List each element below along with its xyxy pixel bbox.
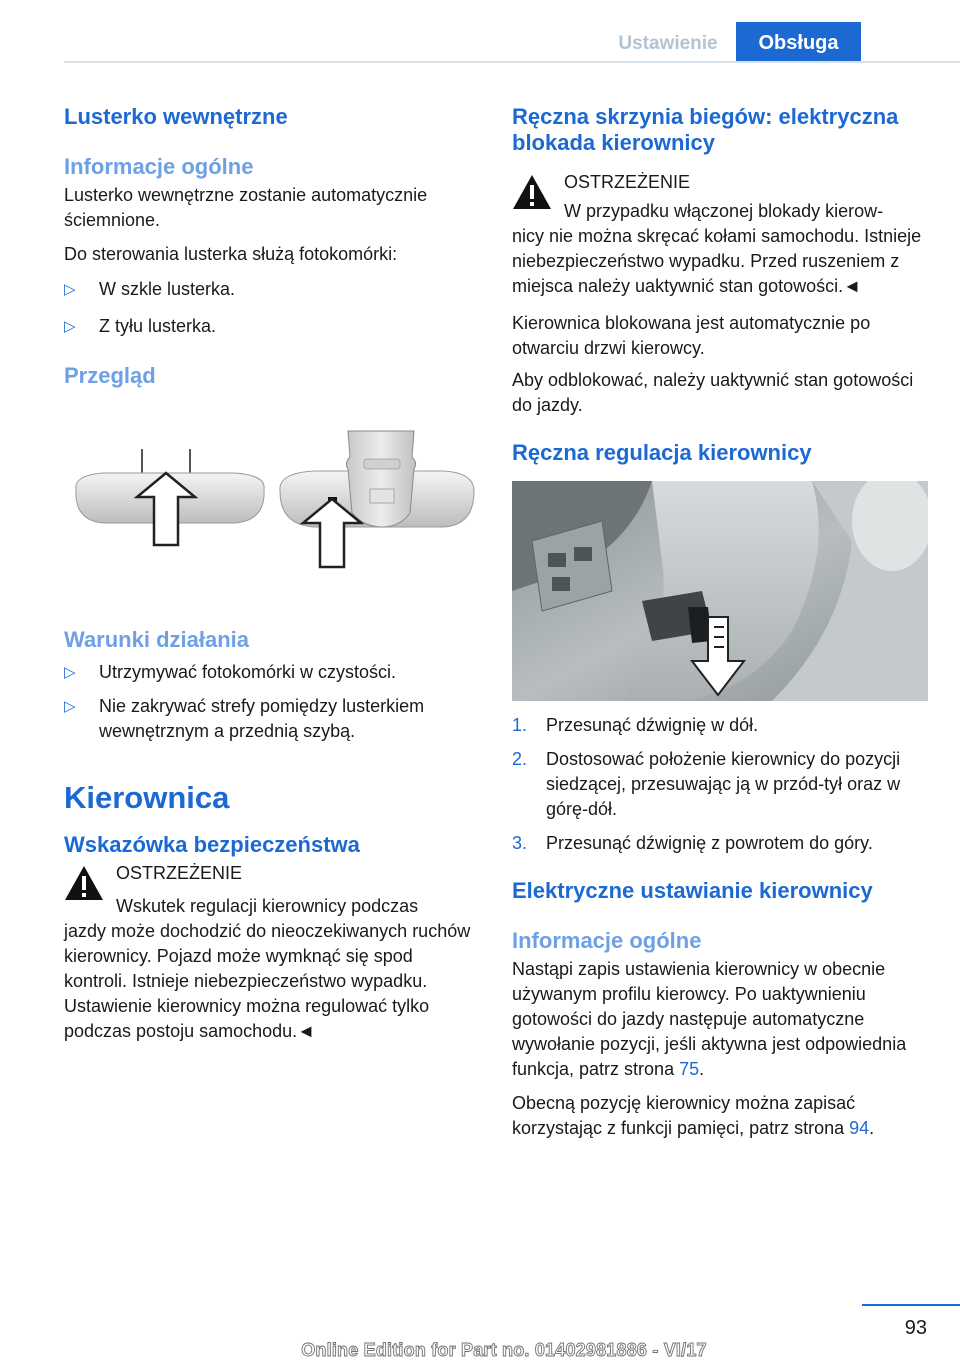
paragraph-unlock: Aby odblokować, należy uaktywnić stan gotowości do jazdy.: [512, 370, 914, 415]
footer-rule: [862, 1304, 960, 1306]
bullet-triangle-icon: ▷: [64, 318, 76, 335]
paragraph-photocells: Do sterowania lusterka służą fotokomórki:: [64, 244, 398, 264]
list-item: [512, 713, 928, 738]
bullet-triangle-icon: ▷: [64, 664, 76, 681]
tab-setup[interactable]: Ustawienie: [618, 33, 718, 54]
paragraph-profile: [512, 957, 928, 1082]
warning-triangle-icon: [64, 865, 104, 901]
heading-interior-mirror: Lusterko wewnętrzne: [64, 104, 288, 129]
left-column: [64, 100, 476, 1044]
page-link-94[interactable]: 94: [849, 1118, 870, 1138]
step-number: 1.: [512, 715, 528, 735]
warning-label: OSTRZEŻENIE: [116, 863, 243, 883]
warning-label: OSTRZEŻENIE: [564, 172, 691, 192]
heading-electric-adjust: Elektryczne ustawianie kierownicy: [512, 878, 873, 903]
list-item: [64, 277, 476, 302]
page-header: [0, 0, 960, 62]
steering-column-photo: [512, 481, 928, 701]
list-item-text: Z tyłu lusterka.: [99, 316, 217, 336]
heading-safety-note: Wskazówka bezpieczeństwa: [64, 832, 360, 857]
step-text: Przesunąć dźwignię w dół.: [546, 715, 759, 735]
page-number: 93: [904, 1317, 927, 1339]
warning-first-line: Wskutek regulacji kierownicy podczas: [116, 896, 419, 916]
list-item: [64, 694, 476, 744]
heading-general-info: Informacje ogólne: [64, 154, 254, 179]
tab-operation[interactable]: Obsługa: [736, 22, 861, 62]
heading-general-info: Informacje ogólne: [512, 928, 702, 953]
step-number: 2.: [512, 749, 528, 769]
period: .: [699, 1059, 705, 1079]
list-item: [64, 660, 476, 685]
paragraph-memory: [512, 1091, 928, 1141]
warning-block: [64, 861, 476, 919]
mirror-illustration: [64, 427, 476, 637]
right-column: [512, 100, 928, 1141]
paragraph-profile-text: Nastąpi zapis ustawienia kierownicy w obecnie używanym profilu kierowcy. Po uaktywnieniu gotowości do jazdy następuje automatyczne wywołanie pozycji, jeśli aktywna jest odpowiednia funkcja, patrz strona: [512, 959, 907, 1079]
warning-triangle-icon: [512, 174, 552, 210]
period: .: [869, 1118, 875, 1138]
list-item-text: Nie zakrywać strefy pomiędzy lusterkiem wewnętrznym a przednią szybą.: [99, 696, 425, 741]
bullet-triangle-icon: ▷: [64, 698, 76, 715]
warning-text: nicy nie można skręcać kołami samochodu. Istnieje niebezpieczeństwo wypadku. Przed ruszeniem z miejsca należy uaktywnić stan gotowości.◄: [512, 226, 922, 296]
heading-steering-lock: Ręczna skrzynia biegów: elektryczna blokada kierownicy: [512, 104, 899, 155]
warning-first-line: W przypadku włączonej blokady kierow-: [564, 201, 884, 221]
list-item: [512, 831, 928, 856]
paragraph-auto-dim: Lusterko wewnętrzne zostanie automatycznie ściemnione.: [64, 185, 428, 230]
header-rule: [64, 61, 960, 63]
warning-text: jazdy może dochodzić do nieoczekiwanych ruchów kierownicy. Pojazd może wymknąć się spod kontroli. Istnieje niebezpieczeństwo wypadku. Ustawienie kierownicy można regulować tylko podczas postoju samochodu.◄: [64, 921, 471, 1041]
paragraph-memory-text: Obecną pozycję kierownicy można zapisać korzystając z funkcji pamięci, patrz strona: [512, 1093, 856, 1138]
step-text: Przesunąć dźwignię z powrotem do góry.: [546, 833, 873, 853]
heading-overview: Przegląd: [64, 363, 156, 388]
list-item-text: W szkle lusterka.: [99, 279, 236, 299]
edition-watermark: Online Edition for Part no. 01402981886 - VI/17: [301, 1340, 707, 1360]
heading-steering-wheel: Kierownica: [64, 780, 230, 815]
page-link-75[interactable]: 75: [679, 1059, 700, 1079]
paragraph-auto-lock: Kierownica blokowana jest automatycznie po otwarciu drzwi kierowcy.: [512, 313, 871, 358]
list-item: [64, 314, 476, 339]
warning-block: [512, 170, 928, 224]
list-item: [512, 747, 928, 822]
step-text: Dostosować położenie kierownicy do pozycji siedzącej, przesuwając ją w przód-tył oraz w górę-dół.: [546, 749, 901, 819]
heading-manual-adjust: Ręczna regulacja kierownicy: [512, 440, 812, 465]
bullet-triangle-icon: ▷: [64, 281, 76, 298]
heading-conditions: Warunki działania: [64, 627, 250, 652]
list-item-text: Utrzymywać fotokomórki w czystości.: [99, 662, 397, 682]
step-number: 3.: [512, 833, 528, 853]
